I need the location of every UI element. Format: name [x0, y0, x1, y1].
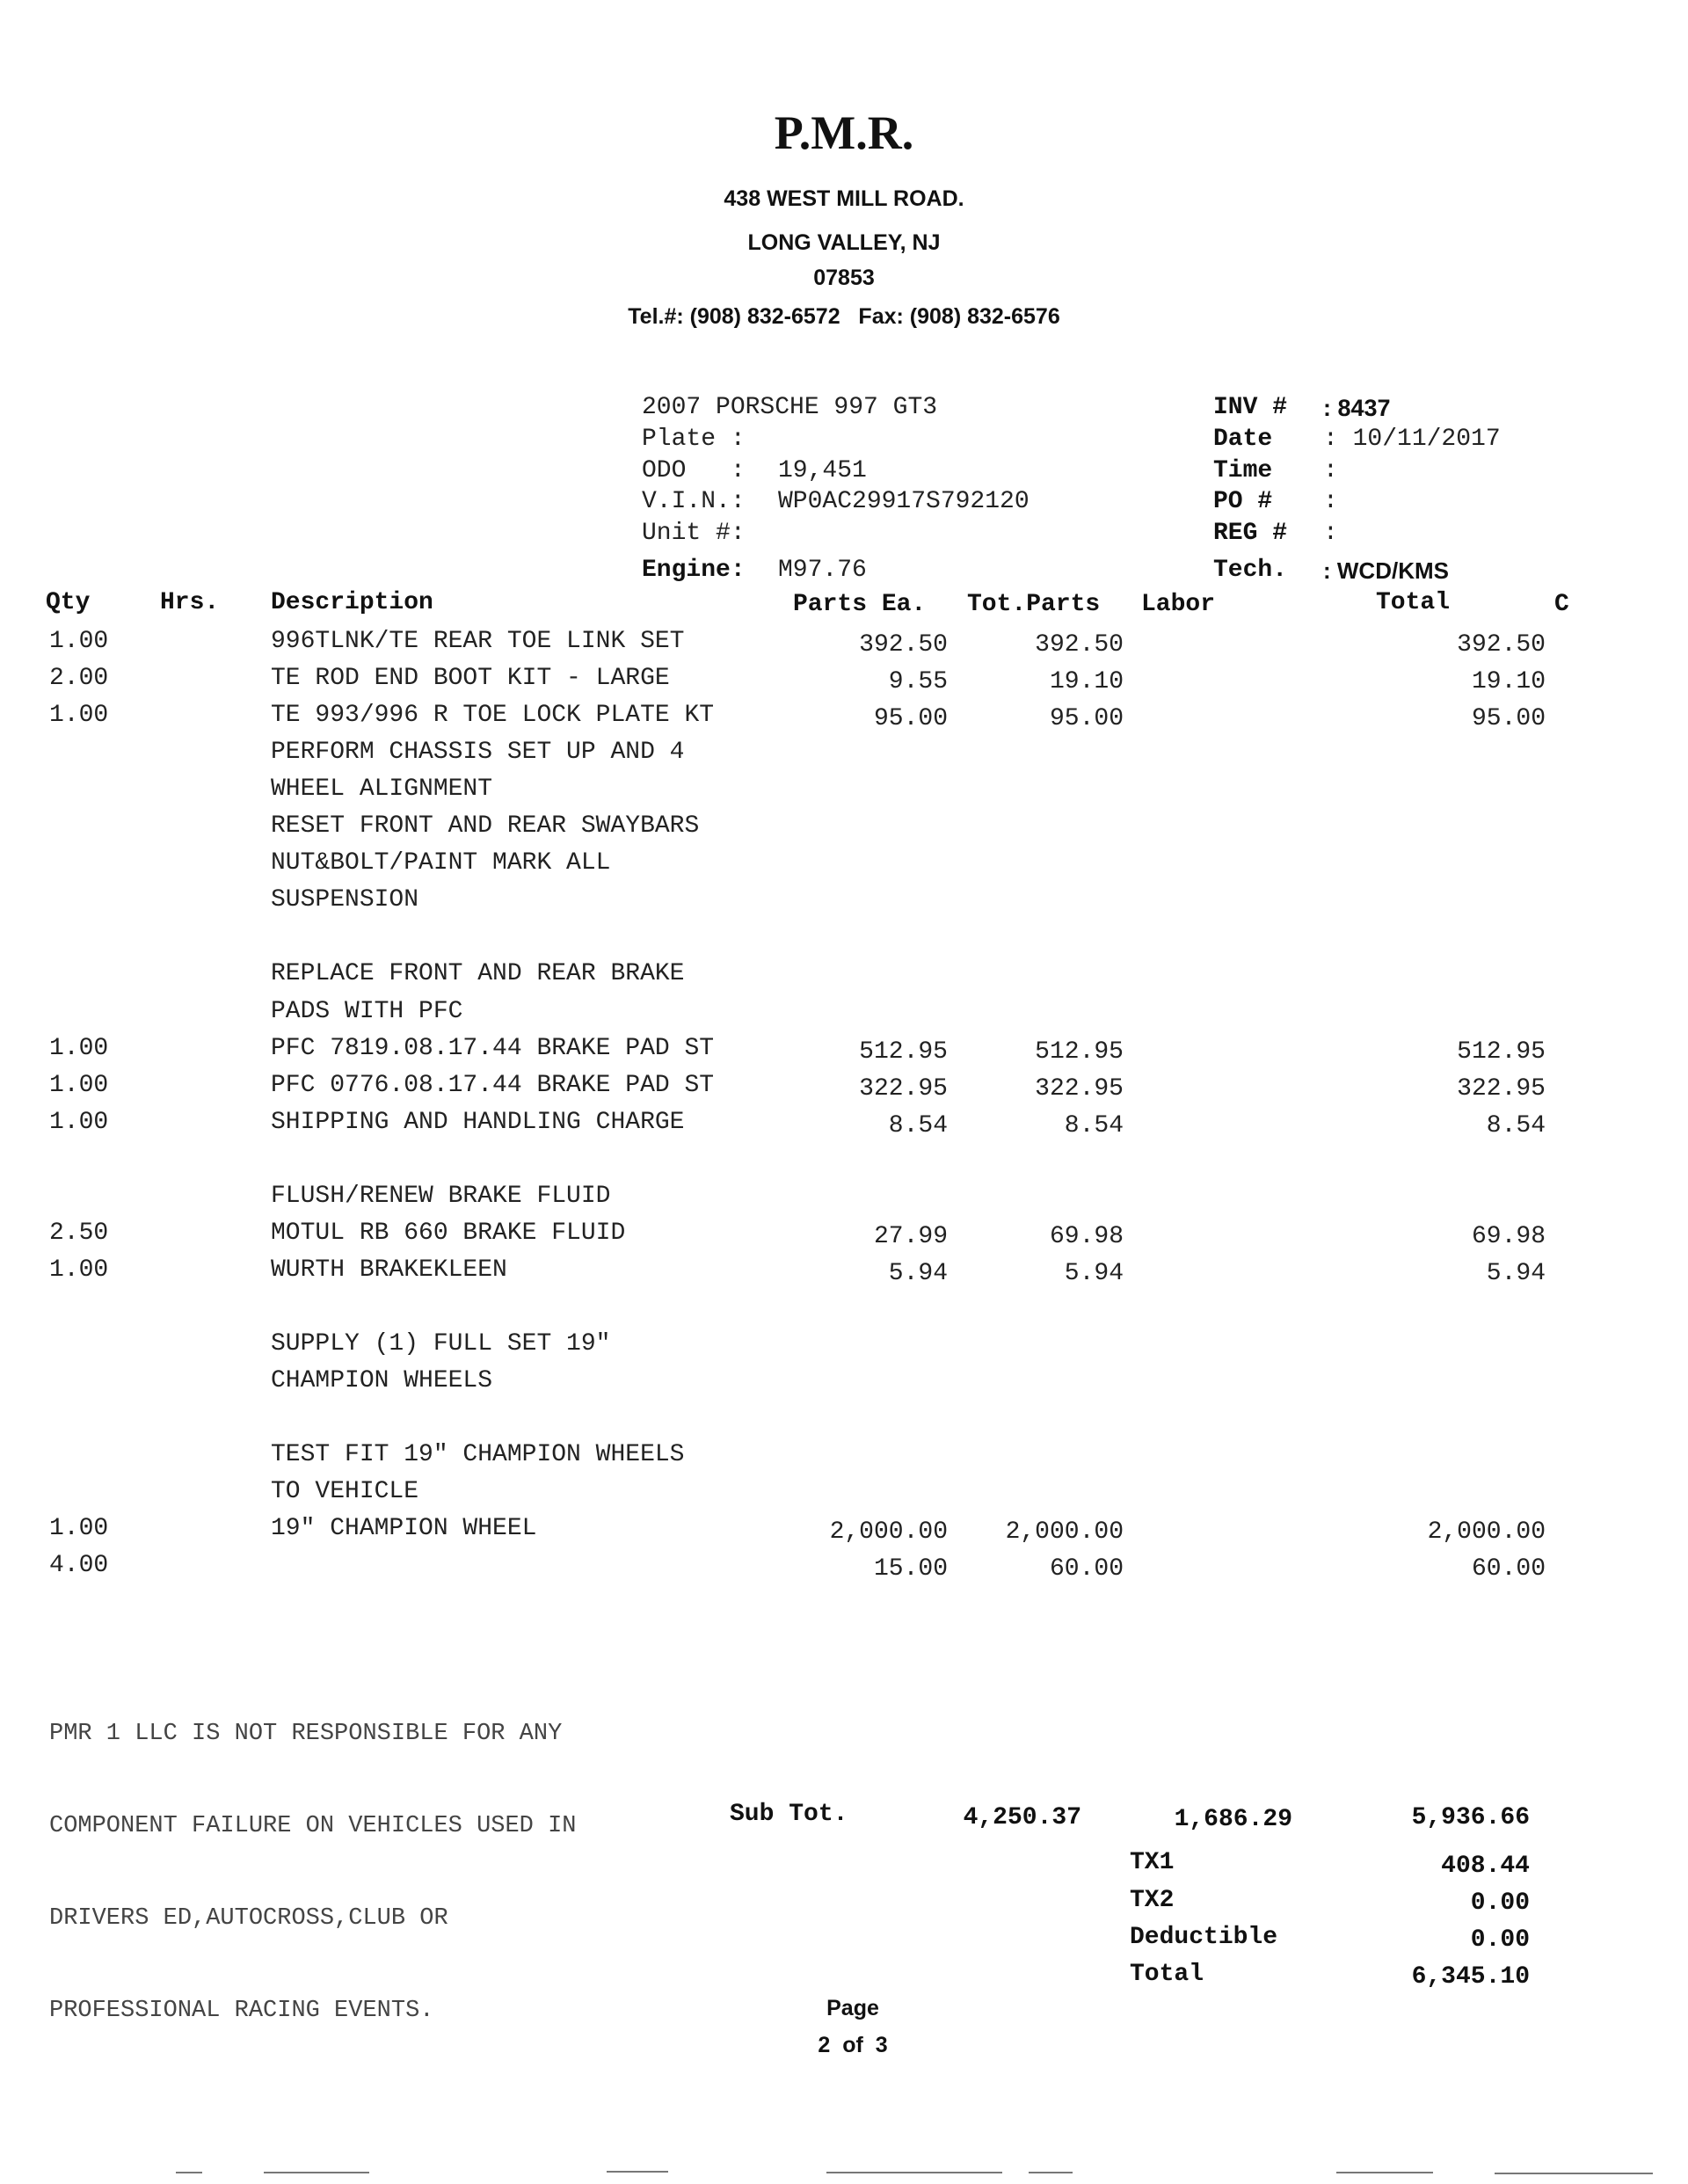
parts-ea-cell: 8.54 — [888, 1112, 948, 1139]
tot-parts-cell: 5.94 — [1064, 1260, 1124, 1287]
total-cell: 95.00 — [1471, 705, 1546, 732]
qty-cell: 1.00 — [49, 1035, 109, 1062]
tot-parts-cell: 69.98 — [1049, 1223, 1124, 1250]
description-cell: PADS WITH PFC — [271, 998, 463, 1025]
parts-ea-cell: 15.00 — [873, 1555, 948, 1583]
description-cell: PFC 0776.08.17.44 BRAKE PAD ST — [271, 1072, 715, 1099]
description-cell: 19" CHAMPION WHEEL — [271, 1515, 537, 1542]
disclaimer-line: PMR 1 LLC IS NOT RESPONSIBLE FOR ANY — [49, 1721, 563, 1747]
scan-mark — [826, 2172, 1002, 2173]
description-cell: TEST FIT 19" CHAMPION WHEELS — [271, 1441, 685, 1468]
description-cell: SUSPENSION — [271, 886, 419, 914]
tot-parts-cell: 60.00 — [1049, 1555, 1124, 1583]
date-value: : 10/11/2017 — [1323, 426, 1501, 453]
inv-value: : 8437 — [1323, 395, 1391, 421]
qty-cell: 2.50 — [49, 1219, 109, 1247]
total-cell: 60.00 — [1471, 1555, 1546, 1583]
qty-cell: 2.00 — [49, 665, 109, 692]
description-cell: PERFORM CHASSIS SET UP AND 4 — [271, 739, 685, 766]
disclaimer-line: COMPONENT FAILURE ON VEHICLES USED IN — [49, 1813, 577, 1839]
time-value: : — [1323, 457, 1338, 484]
qty-cell: 1.00 — [49, 1515, 109, 1542]
time-label: Time — [1213, 457, 1273, 484]
qty-cell: 1.00 — [49, 628, 109, 655]
description-cell: CHAMPION WHEELS — [271, 1367, 493, 1394]
tx1-label: TX1 — [1130, 1849, 1175, 1876]
description-cell: NUT&BOLT/PAINT MARK ALL — [271, 849, 611, 877]
company-contact: Tel.#: (908) 832-6572 Fax: (908) 832-6576 — [628, 304, 1060, 329]
col-parts-ea: Parts Ea. — [793, 591, 927, 618]
grand-total-value: 6,345.10 — [1411, 1963, 1530, 1991]
subtotal-labor: 1,686.29 — [1174, 1806, 1292, 1833]
engine-value: M97.76 — [778, 557, 867, 584]
total-cell: 5.94 — [1486, 1260, 1546, 1287]
description-cell: PFC 7819.08.17.44 BRAKE PAD ST — [271, 1035, 715, 1062]
description-cell: WHEEL ALIGNMENT — [271, 775, 493, 803]
description-cell: 996TLNK/TE REAR TOE LINK SET — [271, 628, 685, 655]
description-cell: RESET FRONT AND REAR SWAYBARS — [271, 812, 700, 840]
col-labor: Labor — [1141, 591, 1216, 618]
grand-total-label: Total — [1130, 1961, 1204, 1988]
parts-ea-cell: 2,000.00 — [829, 1518, 948, 1546]
odo-value: 19,451 — [778, 457, 867, 484]
description-cell: REPLACE FRONT AND REAR BRAKE — [271, 960, 685, 987]
company-name: P.M.R. — [774, 106, 914, 159]
deductible-value: 0.00 — [1470, 1926, 1530, 1954]
tech-value: : WCD/KMS — [1323, 557, 1449, 584]
parts-ea-cell: 95.00 — [873, 705, 948, 732]
col-hrs: Hrs. — [160, 589, 220, 616]
scan-mark — [176, 2172, 202, 2173]
subtotal-label: Sub Tot. — [730, 1801, 848, 1828]
description-cell: TE ROD END BOOT KIT - LARGE — [271, 665, 670, 692]
deductible-label: Deductible — [1130, 1924, 1278, 1951]
inv-label: INV # — [1213, 394, 1288, 421]
description-cell: FLUSH/RENEW BRAKE FLUID — [271, 1183, 611, 1210]
scan-mark — [1495, 2173, 1653, 2174]
parts-ea-cell: 512.95 — [859, 1038, 948, 1066]
total-cell: 322.95 — [1457, 1075, 1546, 1103]
date-label: Date — [1213, 426, 1273, 453]
tx2-label: TX2 — [1130, 1887, 1175, 1914]
tot-parts-cell: 392.50 — [1035, 631, 1124, 659]
tot-parts-cell: 512.95 — [1035, 1038, 1124, 1066]
total-cell: 8.54 — [1486, 1112, 1546, 1139]
total-cell: 19.10 — [1471, 668, 1546, 695]
col-tot-parts: Tot.Parts — [967, 591, 1101, 618]
total-cell: 2,000.00 — [1427, 1518, 1546, 1546]
qty-cell: 1.00 — [49, 1256, 109, 1284]
po-value: : — [1323, 488, 1338, 515]
col-qty: Qty — [46, 589, 91, 616]
scan-mark — [264, 2172, 369, 2173]
parts-ea-cell: 322.95 — [859, 1075, 948, 1103]
scan-mark — [607, 2171, 668, 2173]
company-zip: 07853 — [813, 266, 875, 290]
tot-parts-cell: 8.54 — [1064, 1112, 1124, 1139]
vehicle-title: 2007 PORSCHE 997 GT3 — [642, 394, 938, 421]
description-cell: TO VEHICLE — [271, 1478, 419, 1505]
parts-ea-cell: 392.50 — [859, 631, 948, 659]
plate-label: Plate : — [642, 426, 746, 453]
qty-cell: 1.00 — [49, 1109, 109, 1136]
description-cell: SHIPPING AND HANDLING CHARGE — [271, 1109, 685, 1136]
engine-label: Engine: — [642, 557, 746, 584]
parts-ea-cell: 9.55 — [888, 668, 948, 695]
page-number: 2 of 3 — [818, 2033, 888, 2057]
tx2-value: 0.00 — [1470, 1889, 1530, 1917]
disclaimer — [49, 1657, 577, 2057]
scan-mark — [1336, 2172, 1433, 2173]
unit-label: Unit #: — [642, 520, 746, 547]
col-total: Total — [1376, 589, 1451, 616]
tot-parts-cell: 95.00 — [1049, 705, 1124, 732]
scan-mark — [1029, 2172, 1073, 2173]
tot-parts-cell: 19.10 — [1049, 668, 1124, 695]
col-description: Description — [271, 589, 433, 616]
tot-parts-cell: 2,000.00 — [1005, 1518, 1124, 1546]
parts-ea-cell: 27.99 — [873, 1223, 948, 1250]
po-label: PO # — [1213, 488, 1273, 515]
total-cell: 392.50 — [1457, 631, 1546, 659]
qty-cell: 1.00 — [49, 1072, 109, 1099]
col-c: C — [1554, 591, 1569, 618]
reg-label: REG # — [1213, 520, 1288, 547]
tech-label: Tech. — [1213, 557, 1288, 584]
description-cell: WURTH BRAKEKLEEN — [271, 1256, 507, 1284]
disclaimer-line: DRIVERS ED,AUTOCROSS,CLUB OR — [49, 1905, 448, 1932]
disclaimer-line: PROFESSIONAL RACING EVENTS. — [49, 1998, 434, 2024]
qty-cell: 1.00 — [49, 702, 109, 729]
odo-label: ODO : — [642, 457, 746, 484]
tx1-value: 408.44 — [1441, 1853, 1530, 1880]
vin-label: V.I.N.: — [642, 488, 746, 515]
total-cell: 512.95 — [1457, 1038, 1546, 1066]
description-cell: TE 993/996 R TOE LOCK PLATE KT — [271, 702, 715, 729]
tot-parts-cell: 322.95 — [1035, 1075, 1124, 1103]
vin-value: WP0AC29917S792120 — [778, 488, 1030, 515]
company-city-state: LONG VALLEY, NJ — [747, 230, 941, 255]
description-cell: MOTUL RB 660 BRAKE FLUID — [271, 1219, 626, 1247]
qty-cell: 4.00 — [49, 1552, 109, 1579]
page-label: Page — [826, 1996, 879, 2020]
subtotal-parts: 4,250.37 — [963, 1804, 1081, 1831]
reg-value: : — [1323, 520, 1338, 547]
description-cell: SUPPLY (1) FULL SET 19" — [271, 1330, 611, 1358]
parts-ea-cell: 5.94 — [888, 1260, 948, 1287]
company-address: 438 WEST MILL ROAD. — [724, 186, 964, 211]
total-cell: 69.98 — [1471, 1223, 1546, 1250]
subtotal-total: 5,936.66 — [1411, 1804, 1530, 1831]
